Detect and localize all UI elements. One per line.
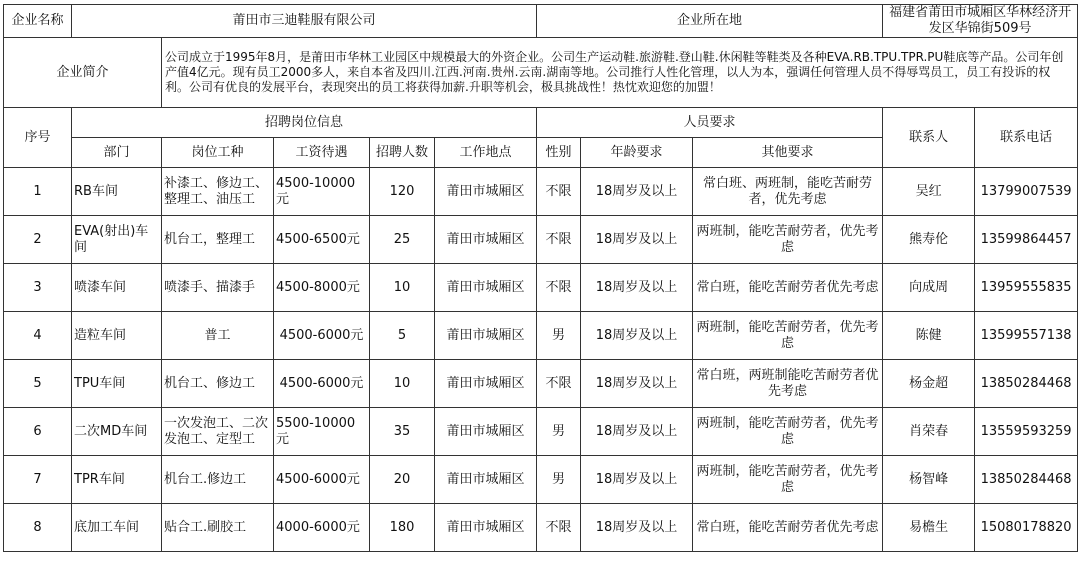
row-salary: 4500-10000元 bbox=[274, 168, 370, 216]
group-header-row bbox=[4, 108, 1078, 138]
row-count: 10 bbox=[370, 360, 435, 408]
company-intro-label: 企业简介 bbox=[4, 38, 162, 108]
row-contact: 杨智峰 bbox=[883, 456, 975, 504]
row-phone: 13599864457 bbox=[975, 216, 1078, 264]
row-workplace: 莆田市城厢区 bbox=[435, 216, 537, 264]
row-index: 5 bbox=[4, 360, 72, 408]
row-age: 18周岁及以上 bbox=[581, 504, 693, 552]
row-dept: 喷漆车间 bbox=[72, 264, 162, 312]
row-salary: 4500-6500元 bbox=[274, 216, 370, 264]
row-contact: 陈健 bbox=[883, 312, 975, 360]
row-position: 贴合工.刷胶工 bbox=[162, 504, 274, 552]
row-age: 18周岁及以上 bbox=[581, 456, 693, 504]
row-dept: TPU车间 bbox=[72, 360, 162, 408]
row-other: 两班制，能吃苦耐劳者，优先考虑 bbox=[693, 312, 883, 360]
row-workplace: 莆田市城厢区 bbox=[435, 312, 537, 360]
row-age: 18周岁及以上 bbox=[581, 312, 693, 360]
row-age: 18周岁及以上 bbox=[581, 168, 693, 216]
header-gender: 性别 bbox=[537, 138, 581, 168]
row-index: 2 bbox=[4, 216, 72, 264]
row-position: 机台工、修边工 bbox=[162, 360, 274, 408]
row-index: 4 bbox=[4, 312, 72, 360]
row-workplace: 莆田市城厢区 bbox=[435, 408, 537, 456]
row-salary: 4500-8000元 bbox=[274, 264, 370, 312]
row-gender: 不限 bbox=[537, 504, 581, 552]
table-row bbox=[4, 168, 1078, 216]
row-gender: 不限 bbox=[537, 264, 581, 312]
header-position: 岗位工种 bbox=[162, 138, 274, 168]
row-gender: 男 bbox=[537, 408, 581, 456]
table-row bbox=[4, 456, 1078, 504]
row-phone: 13850284468 bbox=[975, 456, 1078, 504]
row-workplace: 莆田市城厢区 bbox=[435, 168, 537, 216]
row-count: 120 bbox=[370, 168, 435, 216]
row-contact: 向成周 bbox=[883, 264, 975, 312]
row-dept: EVA(射出)车间 bbox=[72, 216, 162, 264]
row-other: 常白班，两班制能吃苦耐劳者优先考虑 bbox=[693, 360, 883, 408]
row-phone: 15080178820 bbox=[975, 504, 1078, 552]
row-count: 10 bbox=[370, 264, 435, 312]
row-contact: 肖荣春 bbox=[883, 408, 975, 456]
header-salary: 工资待遇 bbox=[274, 138, 370, 168]
row-gender: 男 bbox=[537, 312, 581, 360]
row-phone: 13599557138 bbox=[975, 312, 1078, 360]
row-dept: 造粒车间 bbox=[72, 312, 162, 360]
company-intro: 公司成立于1995年8月，是莆田市华林工业园区中规模最大的外资企业。公司生产运动鞋.旅游鞋.登山鞋.休闲鞋等鞋类及各种EVA.RB.TPU.TPR.PU鞋底等产品。公司年创产值4亿元。现有员工2000多人，来自本省及四川.江西.河南.贵州.云南.湖南等地。公司推行人性化管理，以人为本，强调任何管理人员不得辱骂员工，员工有投诉的权利。公司有优良的发展平台，表现突出的员工将获得加薪.升职等机会，极具挑战性！热忱欢迎您的加盟！ bbox=[162, 38, 1078, 108]
row-position: 普工 bbox=[162, 312, 274, 360]
row-count: 180 bbox=[370, 504, 435, 552]
header-contact: 联系人 bbox=[883, 108, 975, 168]
header-count: 招聘人数 bbox=[370, 138, 435, 168]
header-index: 序号 bbox=[4, 108, 72, 168]
row-count: 25 bbox=[370, 216, 435, 264]
row-age: 18周岁及以上 bbox=[581, 264, 693, 312]
table-row bbox=[4, 408, 1078, 456]
row-other: 常白班，能吃苦耐劳者优先考虑 bbox=[693, 504, 883, 552]
company-name-row bbox=[4, 5, 1078, 38]
company-name-label: 企业名称 bbox=[4, 5, 72, 38]
row-gender: 不限 bbox=[537, 168, 581, 216]
company-location: 福建省莆田市城厢区华林经济开发区华锦街509号 bbox=[883, 5, 1078, 38]
row-other: 两班制，能吃苦耐劳者，优先考虑 bbox=[693, 408, 883, 456]
row-position: 机台工，整理工 bbox=[162, 216, 274, 264]
row-gender: 不限 bbox=[537, 216, 581, 264]
header-phone: 联系电话 bbox=[975, 108, 1078, 168]
row-index: 7 bbox=[4, 456, 72, 504]
row-other: 常白班、两班制，能吃苦耐劳者，优先考虑 bbox=[693, 168, 883, 216]
recruitment-table bbox=[3, 4, 1078, 552]
row-position: 机台工.修边工 bbox=[162, 456, 274, 504]
row-index: 8 bbox=[4, 504, 72, 552]
company-intro-row bbox=[4, 38, 1078, 108]
row-position: 喷漆手、描漆手 bbox=[162, 264, 274, 312]
row-count: 5 bbox=[370, 312, 435, 360]
row-contact: 易檐生 bbox=[883, 504, 975, 552]
row-salary: 4500-6000元 bbox=[274, 312, 370, 360]
row-dept: TPR车间 bbox=[72, 456, 162, 504]
header-recruit-group: 招聘岗位信息 bbox=[72, 108, 537, 138]
row-other: 两班制，能吃苦耐劳者，优先考虑 bbox=[693, 456, 883, 504]
row-phone: 13559593259 bbox=[975, 408, 1078, 456]
row-other: 常白班，能吃苦耐劳者优先考虑 bbox=[693, 264, 883, 312]
row-workplace: 莆田市城厢区 bbox=[435, 504, 537, 552]
header-requirements-group: 人员要求 bbox=[537, 108, 883, 138]
row-salary: 4000-6000元 bbox=[274, 504, 370, 552]
row-index: 1 bbox=[4, 168, 72, 216]
header-workplace: 工作地点 bbox=[435, 138, 537, 168]
header-other: 其他要求 bbox=[693, 138, 883, 168]
row-workplace: 莆田市城厢区 bbox=[435, 360, 537, 408]
row-position: 一次发泡工、二次发泡工、定型工 bbox=[162, 408, 274, 456]
row-age: 18周岁及以上 bbox=[581, 408, 693, 456]
company-location-label: 企业所在地 bbox=[537, 5, 883, 38]
row-gender: 男 bbox=[537, 456, 581, 504]
table-row bbox=[4, 216, 1078, 264]
row-age: 18周岁及以上 bbox=[581, 360, 693, 408]
company-name: 莆田市三迪鞋服有限公司 bbox=[72, 5, 537, 38]
row-contact: 吴红 bbox=[883, 168, 975, 216]
table-row bbox=[4, 312, 1078, 360]
row-contact: 杨金超 bbox=[883, 360, 975, 408]
row-salary: 4500-6000元 bbox=[274, 456, 370, 504]
row-phone: 13799007539 bbox=[975, 168, 1078, 216]
table-row bbox=[4, 504, 1078, 552]
row-salary: 4500-6000元 bbox=[274, 360, 370, 408]
header-dept: 部门 bbox=[72, 138, 162, 168]
table-row bbox=[4, 264, 1078, 312]
row-dept: 底加工车间 bbox=[72, 504, 162, 552]
row-salary: 5500-10000元 bbox=[274, 408, 370, 456]
row-workplace: 莆田市城厢区 bbox=[435, 456, 537, 504]
row-count: 20 bbox=[370, 456, 435, 504]
row-dept: RB车间 bbox=[72, 168, 162, 216]
row-gender: 不限 bbox=[537, 360, 581, 408]
row-other: 两班制，能吃苦耐劳者，优先考虑 bbox=[693, 216, 883, 264]
row-phone: 13850284468 bbox=[975, 360, 1078, 408]
row-index: 6 bbox=[4, 408, 72, 456]
row-contact: 熊寿伦 bbox=[883, 216, 975, 264]
row-workplace: 莆田市城厢区 bbox=[435, 264, 537, 312]
row-position: 补漆工、修边工、整理工、油压工 bbox=[162, 168, 274, 216]
row-age: 18周岁及以上 bbox=[581, 216, 693, 264]
row-phone: 13959555835 bbox=[975, 264, 1078, 312]
header-age: 年龄要求 bbox=[581, 138, 693, 168]
row-count: 35 bbox=[370, 408, 435, 456]
row-dept: 二次MD车间 bbox=[72, 408, 162, 456]
row-index: 3 bbox=[4, 264, 72, 312]
table-row bbox=[4, 360, 1078, 408]
